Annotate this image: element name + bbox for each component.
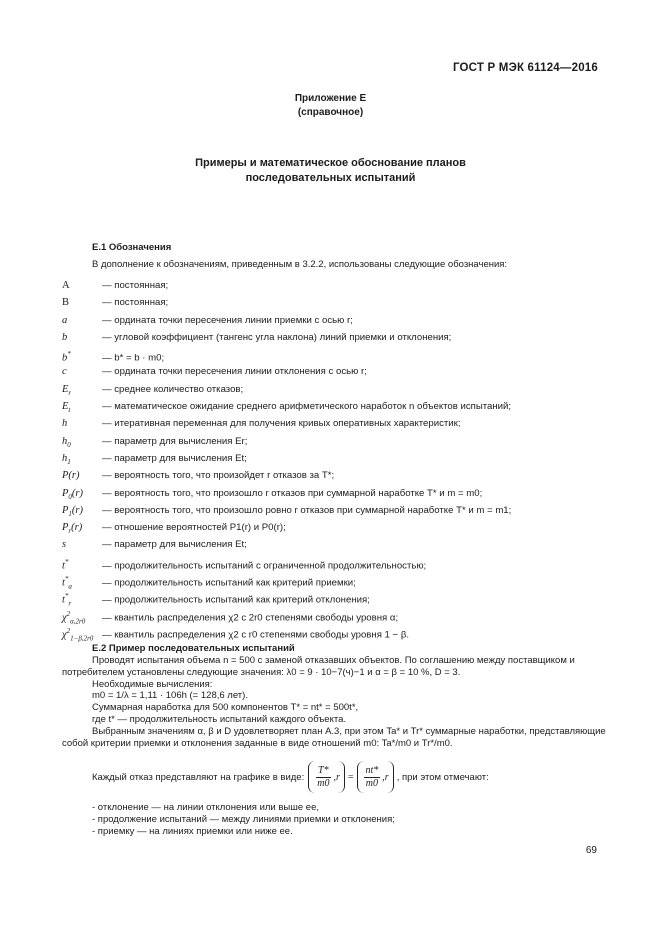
formula-left-group: [308, 761, 345, 793]
paragraph-where: где t* — продолжительность испытаний каждого объекта.: [92, 713, 346, 725]
symbol-subscript: a: [68, 582, 72, 591]
symbol-subscript: 1: [68, 509, 72, 518]
definition-text: — отношение вероятностей P1(r) и P0(r);: [102, 522, 286, 534]
symbol-superscript: 2: [66, 626, 71, 635]
document-title: [0, 156, 661, 186]
definition-text: — квантиль распределения χ2 с 2r0 степенями свободы уровня α;: [102, 612, 399, 624]
fraction-left-numerator: T*: [318, 764, 329, 776]
symbol-tail: (r): [71, 504, 84, 516]
definition-text: — b* = b · m0;: [102, 352, 165, 364]
definition-text: — ордината точки пересечения линии приемки с осью r;: [102, 314, 353, 326]
paragraph-calc-label: Необходимые вычисления:: [92, 678, 213, 690]
definition-symbol: [62, 363, 102, 380]
formula-label: Каждый отказ представляют на графике в виде:: [92, 771, 305, 783]
paragraph-conditions: Проводят испытания объема n = 500 с заменой отказавших объектов. По соглашению между поставщиком и потребителем установлены следующие значения: λ0 = 9 · 10−7(ч)−1 и α = β = 10 %, D = 3.: [62, 655, 575, 678]
definition-symbol: [62, 312, 102, 329]
definition-row: [62, 329, 622, 346]
fraction-left-denominator: m0: [317, 777, 330, 789]
symbol-base: h: [62, 452, 68, 464]
symbol-base: χ: [62, 612, 67, 624]
definition-text: — продолжительность испытаний с ограниченной продолжительностью;: [102, 560, 427, 572]
definition-row: [62, 554, 622, 571]
symbol-subscript: t: [68, 406, 71, 415]
symbol-superscript: *: [64, 592, 69, 601]
symbol-subscript: 0: [67, 440, 71, 449]
symbol-base: P(r): [62, 470, 80, 482]
symbol-base: t: [62, 577, 65, 589]
definition-row: [62, 519, 622, 536]
symbol-superscript: *: [67, 350, 71, 359]
definition-text: — вероятность того, что произойдет r отказов за T*;: [102, 470, 335, 482]
definition-row: [62, 312, 622, 329]
fraction-right-denominator: m0: [365, 777, 378, 789]
definition-symbol: [62, 277, 102, 294]
definition-text: — параметр для вычисления Er;: [102, 435, 248, 447]
definition-text: — математическое ожидание среднего арифметического наработок n объектов испытаний;: [102, 401, 512, 413]
definition-symbol: [62, 294, 102, 311]
paragraph-m0: m0 = 1/λ = 1,11 · 106h (= 128,6 лет).: [92, 690, 248, 702]
definition-text: — параметр для вычисления Et;: [102, 539, 247, 551]
symbol-subscript: 1−β,2r0: [70, 634, 94, 643]
definition-text: — продолжительность испытаний как критерий приемки;: [102, 577, 356, 589]
bullet-item: - продолжение испытаний — между линиями приемки и отклонения;: [92, 814, 395, 826]
symbol-base: t: [62, 560, 65, 572]
symbol-base: a: [62, 314, 68, 326]
definition-row: [62, 588, 622, 608]
symbol-subscript: r: [68, 527, 72, 536]
formula-var-left: r: [335, 771, 340, 783]
symbol-base: P: [62, 504, 69, 516]
formula-sep-left: ,: [333, 771, 336, 783]
definition-text: — ордината точки пересечения линии отклонения с осью r;: [102, 366, 367, 378]
definition-row: [62, 433, 622, 450]
formula-right-group: [357, 761, 394, 793]
appendix-heading: [0, 92, 661, 120]
paragraph-plan: Выбранным значениям α, β и D удовлетворяет план А.3, при этом Ta* и Tr* суммарные наработки, представляющие собой критерии приемки и отклонения заданные в виде отношений m0: Ta*/m0 и Tr*/m0.: [62, 725, 606, 749]
definition-text: — итеративная переменная для получения кривых оперативных характеристик;: [102, 418, 461, 430]
formula-var-right: r: [384, 771, 389, 783]
definition-row: [62, 346, 622, 363]
symbol-base: c: [62, 366, 67, 378]
paragraph-total-time: Суммарная наработка для 500 компонентов T* = nt* = 500t*,: [92, 702, 359, 714]
definition-text: — параметр для вычисления Et;: [102, 452, 247, 464]
symbol-base: s: [62, 539, 67, 551]
definition-text: — вероятность того, что произошло ровно r отказов при суммарной наработке T* и m = m1;: [102, 504, 512, 516]
title-line-1: Примеры и математическое обоснование планов: [195, 157, 466, 169]
definition-row: [62, 450, 622, 467]
appendix-note: (справочное): [297, 107, 364, 118]
symbol-base: E: [62, 383, 69, 395]
definition-text: — угловой коэффициент (тангенс угла наклона) линий приемки и отклонения;: [102, 331, 452, 343]
definition-text: — квантиль распределения χ2 с r0 степенями свободы уровня 1 − β.: [102, 629, 410, 641]
definition-text: — постоянная;: [102, 297, 169, 309]
definition-row: [62, 381, 622, 398]
definition-symbol: [62, 415, 102, 432]
definition-row: [62, 294, 622, 311]
definition-symbol: [62, 536, 102, 553]
symbol-subscript: r: [68, 388, 72, 397]
symbol-base: h: [62, 435, 68, 447]
symbol-base: t: [62, 594, 65, 606]
formula-equals: =: [347, 771, 354, 783]
definition-row: [62, 536, 622, 553]
symbol-base: E: [62, 401, 69, 413]
symbol-subscript: 0: [68, 492, 72, 501]
symbol-base: P: [62, 522, 69, 534]
symbol-superscript: *: [64, 575, 69, 584]
symbol-subscript: r: [68, 599, 72, 608]
definition-text: — вероятность того, что произошло r отказов при суммарной наработке T* и m = m0;: [102, 487, 483, 499]
section-2-heading: Е.2 Пример последовательных испытаний: [92, 643, 295, 654]
definition-text: — продолжительность испытаний как критерий отклонения;: [102, 594, 370, 606]
symbol-subscript: α,2r0: [70, 617, 86, 626]
symbol-tail: (r): [71, 522, 83, 534]
bullet-list: [62, 802, 622, 838]
bullet-item: - отклонение — на линии отклонения или выше ее,: [92, 802, 319, 814]
definition-row: [62, 571, 622, 591]
symbol-subscript: 1: [67, 458, 71, 467]
definition-row: [62, 485, 622, 502]
definition-row: [62, 277, 622, 294]
appendix-title: Приложение Е: [294, 93, 367, 104]
definition-row: [62, 398, 622, 415]
symbol-base: B: [62, 297, 70, 309]
definition-symbol: [62, 329, 102, 346]
fraction-left: [315, 765, 331, 790]
formula-sep-right: ,: [382, 771, 385, 783]
definition-text: — постоянная;: [102, 280, 169, 291]
bullet-item: - приемку — на линиях приемки или ниже ее.: [92, 826, 293, 838]
symbol-base: b: [62, 352, 68, 364]
symbol-base: P: [62, 487, 69, 499]
formula-line: [62, 757, 622, 797]
symbol-tail: (r): [71, 487, 84, 499]
formula-tail: , при этом отмечают:: [396, 771, 489, 783]
definition-row: [62, 623, 622, 643]
page-number: 69: [585, 845, 597, 856]
definition-symbol: [62, 467, 102, 484]
section-1-intro: В дополнение к обозначениям, приведенным в 3.2.2, использованы следующие обозначения:: [92, 259, 508, 270]
symbol-superscript: 2: [66, 609, 71, 618]
definition-row: [62, 467, 622, 484]
definition-row: [62, 606, 622, 626]
fraction-right-numerator: nt*: [365, 764, 379, 776]
symbol-base: b: [62, 331, 68, 343]
definition-row: [62, 363, 622, 380]
standard-header: ГОСТ Р МЭК 61124—2016: [452, 62, 598, 74]
plot-point-formula: [308, 761, 393, 793]
definition-row: [62, 415, 622, 432]
symbol-superscript: *: [64, 557, 69, 566]
definition-text: — среднее количество отказов;: [102, 383, 244, 395]
title-line-2: последовательных испытаний: [245, 172, 416, 184]
symbol-base: A: [62, 280, 70, 291]
section-2-body: [62, 655, 622, 838]
symbol-base: χ: [62, 629, 67, 641]
fraction-right: [364, 765, 381, 790]
section-1-heading: Е.1 Обозначения: [92, 242, 172, 253]
definition-row: [62, 502, 622, 519]
symbol-base: h: [62, 418, 68, 430]
definitions-list: [62, 277, 622, 643]
